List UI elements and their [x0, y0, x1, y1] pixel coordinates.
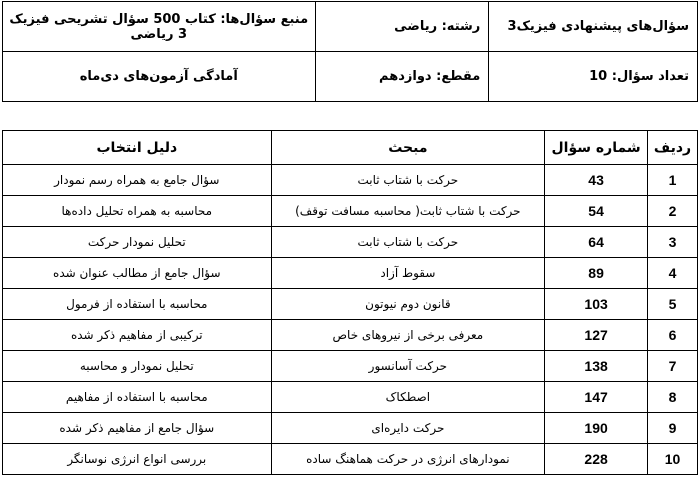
- questions-table: [2, 130, 698, 475]
- table-row: [3, 351, 698, 382]
- header-question-number: شماره سؤال: [545, 131, 648, 165]
- header-topic: مبحث: [271, 131, 545, 165]
- question-number-cell: 127: [545, 320, 648, 351]
- table-row: [3, 227, 698, 258]
- table-row: [3, 320, 698, 351]
- reason-cell: تحلیل نمودار و محاسبه: [3, 351, 272, 382]
- reason-cell: محاسبه با استفاده از مفاهیم: [3, 382, 272, 413]
- table-row: [3, 413, 698, 444]
- table-row: [3, 196, 698, 227]
- topic-cell: اصطکاک: [271, 382, 545, 413]
- row-number-cell: 9: [648, 413, 698, 444]
- question-number-cell: 147: [545, 382, 648, 413]
- row-number-cell: 6: [648, 320, 698, 351]
- reason-cell: محاسبه به همراه تحلیل داده‌ها: [3, 196, 272, 227]
- topic-cell: قانون دوم نیوتون: [271, 289, 545, 320]
- table-body: [3, 165, 698, 475]
- topic-cell: حرکت با شتاب ثابت: [271, 165, 545, 196]
- question-number-cell: 228: [545, 444, 648, 475]
- row-number-cell: 3: [648, 227, 698, 258]
- reason-cell: بررسی انواع انرژی نوسانگر: [3, 444, 272, 475]
- info-grade: مقطع: دوازدهم: [315, 52, 489, 102]
- reason-cell: سؤال جامع از مفاهیم ذکر شده: [3, 413, 272, 444]
- question-number-cell: 103: [545, 289, 648, 320]
- reason-cell: تحلیل نمودار حرکت: [3, 227, 272, 258]
- header-reason: دلیل انتخاب: [3, 131, 272, 165]
- table-header-row: [3, 131, 698, 165]
- question-number-cell: 54: [545, 196, 648, 227]
- topic-cell: حرکت دایره‌ای: [271, 413, 545, 444]
- info-table: [2, 1, 698, 102]
- table-row: [3, 382, 698, 413]
- row-number-cell: 4: [648, 258, 698, 289]
- question-number-cell: 64: [545, 227, 648, 258]
- info-title: سؤال‌های پیشنهادی فیزیک3: [489, 2, 698, 52]
- row-number-cell: 2: [648, 196, 698, 227]
- info-field: رشته: ریاضی: [315, 2, 489, 52]
- info-purpose: آمادگی آزمون‌های دی‌ماه: [3, 52, 316, 102]
- header-row-number: ردیف: [648, 131, 698, 165]
- question-number-cell: 190: [545, 413, 648, 444]
- question-number-cell: 138: [545, 351, 648, 382]
- info-count: تعداد سؤال: 10: [489, 52, 698, 102]
- row-number-cell: 7: [648, 351, 698, 382]
- topic-cell: حرکت آسانسور: [271, 351, 545, 382]
- info-row-2: [3, 52, 698, 102]
- reason-cell: سؤال جامع از مطالب عنوان شده: [3, 258, 272, 289]
- reason-cell: سؤال جامع به همراه رسم نمودار: [3, 165, 272, 196]
- info-source: منبع سؤال‌ها: کتاب 500 سؤال تشریحی فیزیک 3 ریاضی: [3, 2, 316, 52]
- table-row: [3, 258, 698, 289]
- topic-cell: معرفی برخی از نیروهای خاص: [271, 320, 545, 351]
- reason-cell: محاسبه با استفاده از فرمول: [3, 289, 272, 320]
- info-row-1: [3, 2, 698, 52]
- topic-cell: حرکت با شتاب ثابت( محاسبه مسافت توقف): [271, 196, 545, 227]
- table-row: [3, 165, 698, 196]
- question-number-cell: 43: [545, 165, 648, 196]
- topic-cell: سقوط آزاد: [271, 258, 545, 289]
- topic-cell: حرکت با شتاب ثابت: [271, 227, 545, 258]
- table-row: [3, 444, 698, 475]
- table-row: [3, 289, 698, 320]
- row-number-cell: 10: [648, 444, 698, 475]
- reason-cell: ترکیبی از مفاهیم ذکر شده: [3, 320, 272, 351]
- question-number-cell: 89: [545, 258, 648, 289]
- row-number-cell: 5: [648, 289, 698, 320]
- row-number-cell: 8: [648, 382, 698, 413]
- topic-cell: نمودارهای انرژی در حرکت هماهنگ ساده: [271, 444, 545, 475]
- row-number-cell: 1: [648, 165, 698, 196]
